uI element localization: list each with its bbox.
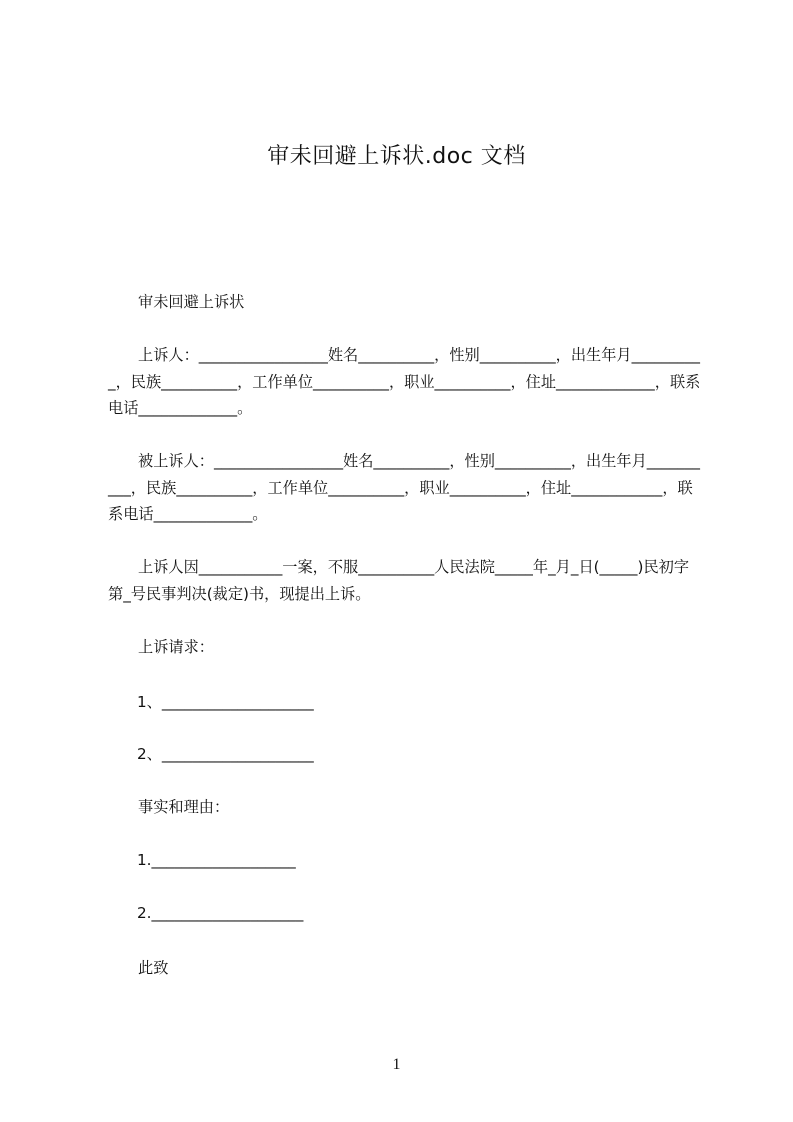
facts-heading: 事实和理由： <box>138 798 230 816</box>
case-statement-paragraph: 上诉人因___________一案，不服__________人民法院_____年_月_日(_____)民初字第_号民事判决(裁定)书，现提出上诉。 <box>108 558 690 603</box>
claim-item-1: 1、____________________ <box>137 693 314 711</box>
appellant-paragraph: 上诉人：_________________姓名__________，性别__________，出生年月__________，民族__________，工作单位__________，职业__________，住址_____________，联系电话_____________。 <box>108 346 701 417</box>
document-heading: 审未回避上诉状 <box>138 293 245 311</box>
claim-item-2: 2、____________________ <box>137 745 314 763</box>
closing-text: 此致 <box>138 959 169 977</box>
fact-item-1: 1.___________________ <box>137 851 296 869</box>
document-title: 审未回避上诉状.doc 文档 <box>267 144 526 169</box>
fact-item-2: 2.____________________ <box>137 904 304 922</box>
appellee-paragraph: 被上诉人：_________________姓名__________，性别__________，出生年月__________，民族__________，工作单位__________，职业__________，住址____________，联系电话_____________。 <box>108 452 700 523</box>
page-number: 1 <box>392 1056 401 1073</box>
claims-heading: 上诉请求： <box>138 638 214 656</box>
